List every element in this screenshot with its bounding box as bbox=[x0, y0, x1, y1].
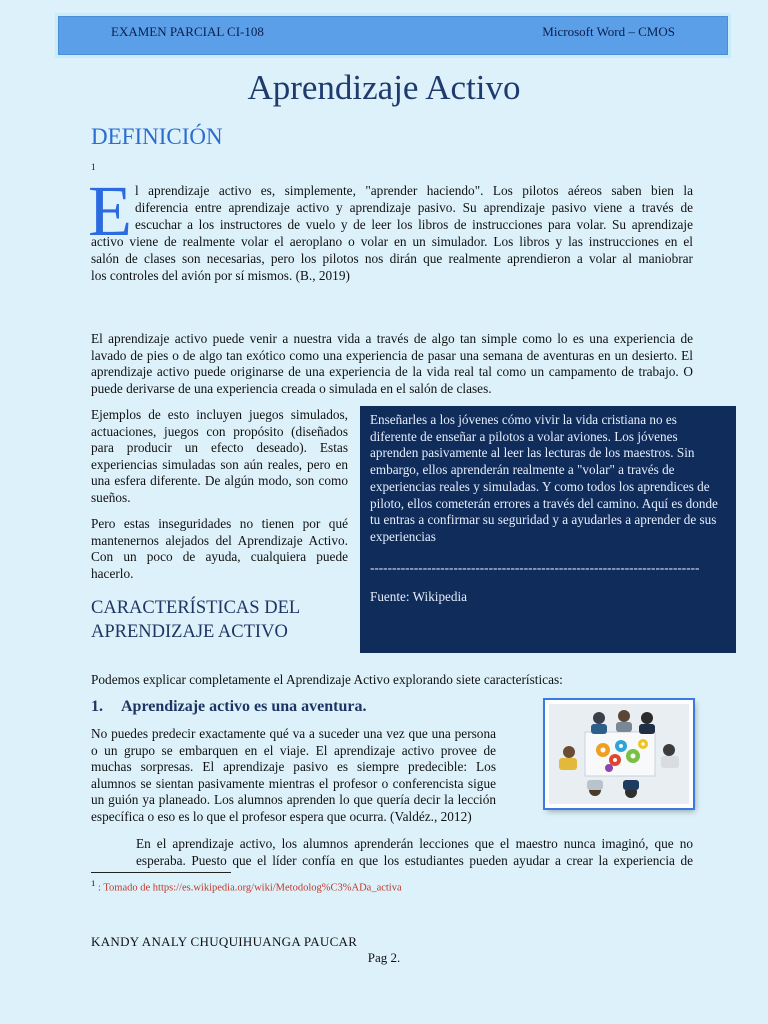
drop-cap-letter: E bbox=[88, 171, 132, 251]
callout-text: Enseñarles a los jóvenes cómo vivir la vida cristiana no es diferente de enseñar a pilotos a volar aviones. Los jóvenes aprenden pasivamente al leer las lecturas de los maestros. Sin embargo, ellos aprenderán realmente a "volar" a través de experiencias reales y simuladas. Y como todos los aprendices de piloto, ellos cometerán errores a través del camino. Aquí es donde tu entras a confirmar su seguridad y a ayudarles a aprender de sus experiencias bbox=[370, 412, 718, 544]
footnote-reference: 1 bbox=[91, 162, 96, 172]
caracteristicas-heading-line-1: CARACTERÍSTICAS DEL bbox=[91, 598, 301, 618]
callout-source: Fuente: Wikipedia bbox=[370, 589, 468, 605]
definicion-line-2: diferencia entre aprendizaje activo y aprendizaje pasivo. Su aprendizaje pasivo viene a través de bbox=[135, 200, 693, 215]
item-1-heading bbox=[91, 698, 366, 716]
footnote-number: 1 bbox=[91, 878, 96, 888]
definicion-line-4: activo viene de realmente volar el aeroplano o volar en un simulador. Los libros y las instrucciones en el bbox=[91, 234, 693, 249]
item-1-continuation-line-2: esperaba. Puesto que el líder confía en que los estudiantes pueden ayudar a crear la experiencia de bbox=[136, 853, 693, 868]
caracteristicas-heading-line-2: APRENDIZAJE ACTIVO bbox=[91, 622, 288, 642]
caracteristicas-intro: Podemos explicar completamente el Aprendizaje Activo explorando siete características: bbox=[91, 672, 563, 687]
page-number: Pag 2. bbox=[367, 950, 401, 965]
teamwork-illustration bbox=[549, 704, 689, 804]
footnote-link[interactable]: https://es.wikipedia.org/wiki/Metodolog%C3%ADa_activa bbox=[152, 882, 402, 894]
footnote-divider bbox=[91, 872, 231, 873]
definicion-heading: DEFINICIÓN bbox=[91, 124, 223, 149]
quote-callout-box bbox=[360, 406, 736, 653]
teamwork-gears-image bbox=[545, 700, 693, 808]
item-1-paragraph: No puedes predecir exactamente qué va a suceder una vez que una persona o un grupo se embarquen en el viaje. El aprendizaje activo provee de muchas sorpresas. El aprendizaje pasivo es siempre predecible: Los alumnos se sientan pasivamente mientras el profesor o conferencista sigue un guión ya planeado. Los alumnos aprenden lo que quería decir la lección específica o eso es lo que el profesor espera que ocurra. (Valdéz., 2012) bbox=[91, 726, 496, 824]
item-1-title: Aprendizaje activo es una aventura. bbox=[121, 698, 367, 715]
document-title: Aprendizaje Activo bbox=[247, 68, 521, 107]
definicion-line-6: los controles del avión por sí mismos. (B., 2019) bbox=[91, 268, 350, 283]
page-header-band bbox=[58, 16, 728, 55]
callout-separator: --------------------------------------------------------------------------- bbox=[370, 559, 700, 575]
item-1-number: 1. bbox=[91, 698, 103, 715]
header-exam-title: EXAMEN PARCIAL CI-108 bbox=[111, 24, 264, 39]
definicion-line-1: l aprendizaje activo es, simplemente, "aprender haciendo". Los pilotos aéreos saben bien la bbox=[135, 183, 693, 198]
paragraph-experiencias: El aprendizaje activo puede venir a nuestra vida a través de algo tan simple como lo es una experiencia de lavado de pies o de algo tan exótico como una experiencia de pasar una semana de aventuras en un desierto. El aprendizaje activo puede originarse de una experiencia de la vida real tal como un campamento de trabajo. O puede derivarse de una experiencia creada o simulada en el salón de clases. bbox=[91, 331, 693, 396]
footnote-prefix: : Tomado de bbox=[95, 882, 153, 894]
header-app-label: Microsoft Word – CMOS bbox=[542, 24, 675, 39]
item-1-continuation-line-1: En el aprendizaje activo, los alumnos aprenderán lecciones que el maestro nunca imaginó, que no bbox=[136, 836, 693, 851]
paragraph-inseguridades: Pero estas inseguridades no tienen por qué mantenernos alejados del Aprendizaje Activo. Con un poco de ayuda, cualquiera puede hacerlo. bbox=[91, 516, 348, 581]
author-name: KANDY ANALY CHUQUIHUANGA PAUCAR bbox=[91, 934, 358, 949]
caracteristicas-heading bbox=[91, 596, 300, 644]
footnote bbox=[91, 878, 402, 894]
definicion-line-5: salón de clases son necesarias, pero los pilotos nos dirán que realmente aprendieron a volar al maniobrar bbox=[91, 251, 693, 266]
definicion-line-3: escuchar a los instructores de vuelo y de leer los libros de instrucciones para volar. Su aprendizaje bbox=[135, 217, 693, 232]
paragraph-ejemplos: Ejemplos de esto incluyen juegos simulados, actuaciones, juegos con propósito (diseñados para producir un efecto deseado). Estas experiencias simuladas son aún reales, pero en una esfera diferente. De algún modo, son como sueños. bbox=[91, 407, 348, 505]
page-header bbox=[55, 13, 731, 58]
